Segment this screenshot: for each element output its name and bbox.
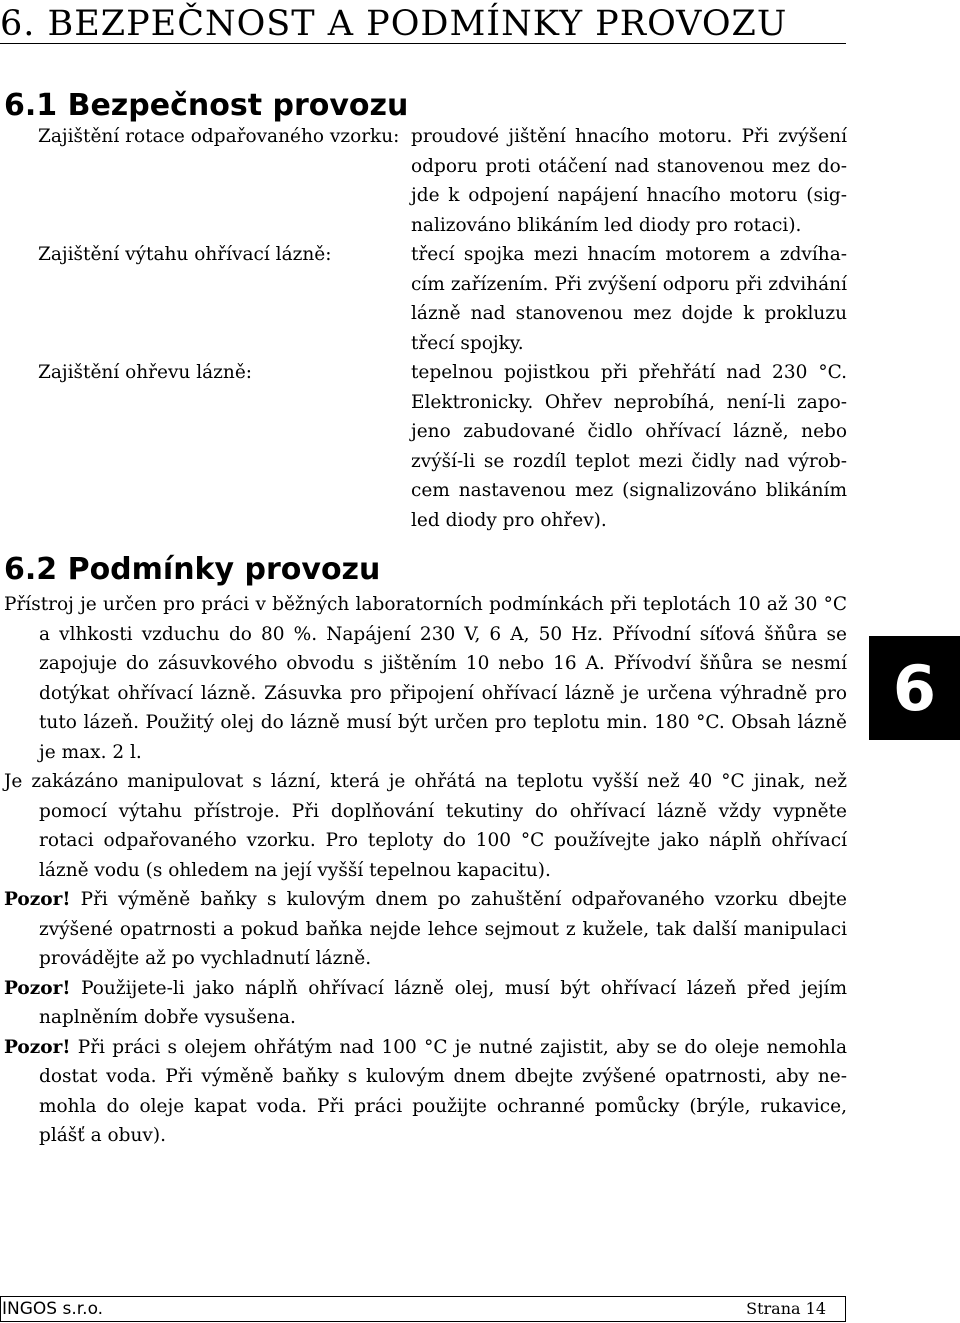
footer-company: INGOS s.r.o. <box>2 1299 104 1319</box>
warning-text: Použijete-li jako náplň ohřívací lázně olej, musí být ohřívací lázeň před jejím naplněním dobře vysušena. <box>39 977 847 1028</box>
warning-paragraph <box>4 885 847 974</box>
footer-border-right <box>845 1297 846 1321</box>
warning-paragraph <box>4 1033 847 1151</box>
definition-body: třecí spojka mezi hnacím motorem a zdvíhacím zařízením. Při zvýšení odporu při zdvihání lázně nad stanovenou mez dojde k prokluzu třecí spojky. <box>411 244 847 354</box>
chapter-title-rule <box>0 43 846 44</box>
page-footer <box>0 1296 846 1322</box>
warning-text: Při výměně baňky s kulovým dnem po zahuštění odpařovaného vzorku dbejte zvýšené opatrnosti a pokud baňka nejde lehce sejmout z kužele, tak další manipulaci provádějte až po vychladnutí lázně. <box>39 889 847 969</box>
warning-label: Pozor! <box>4 1036 71 1058</box>
section-title-operating-conditions: 6.2 Podmínky provozu <box>4 552 381 587</box>
footer-page-number: Strana 14 <box>746 1299 826 1318</box>
warning-label: Pozor! <box>4 889 71 910</box>
chapter-tab-marker: 6 <box>869 636 960 740</box>
chapter-title: 6. BEZPEČNOST A PODMÍNKY PROVOZU <box>0 4 788 44</box>
definition-body: tepelnou pojistkou při přehřátí nad 230 °C. Elektronicky. Ohřev neprobíhá, není-li zapojeno zabudované čidlo ohřívací lázně, nebo zvýší-li se rozdíl teplot mezi čidly nad výrobcem nastavenou mez (signalizováno blikáním led diody pro ohřev). <box>411 362 847 531</box>
definition-label: Zajištění ohřevu lázně: <box>38 362 253 383</box>
paragraph-conditions: Přístroj je určen pro práci v běžných laboratorních podmínkách při teplotách 10 až 30 °C a vlhkosti vzduchu do 80 %. Napájení 230 V, 6 A, 50 Hz. Přívodní síťová šňůra se zapojuje do zásuvkového obvodu s jištěním 10 nebo 16 A. Přívodví šňůra se nesmí dotýkat ohřívací lázně. Zásuvka pro připojení ohřívací lázně je určena výhradně pro tuto lázeň. Použitý olej do lázně musí být určen pro teplotu min. 180 °C. Obsah lázně je max. 2 l. <box>4 594 847 763</box>
section-title-safety: 6.1 Bezpečnost provozu <box>4 88 409 123</box>
footer-border-left <box>0 1297 1 1321</box>
warning-text: Při práci s olejem ohřátým nad 100 °C je nutné zajistit, aby se do oleje nemohla dostat voda. Při výměně baňky s kulovým dnem dbejte zvýšené opatrnosti, aby nemohla do oleje kapat voda. Při práci použijte ochranné pomůcky (brýle, rukavice, plášť a obuv). <box>39 1036 847 1146</box>
warning-label: Pozor! <box>4 977 71 999</box>
definition-body: proudové jištění hnacího motoru. Při zvýšení odporu proti otáčení nad stanovenou mez dojde k odpojení napájení hnacího motoru (signalizováno blikáním led diody pro rotaci). <box>411 126 847 236</box>
warning-paragraph <box>4 974 847 1033</box>
definition-label: Zajištění rotace odpařovaného vzorku: <box>38 126 400 147</box>
paragraph-prohibition: Je zakázáno manipulovat s lázní, která je ohřátá na teplotu vyšší než 40 °C jinak, než pomocí výtahu přístroje. Při doplňování tekutiny do ohřívací lázně vždy vypněte rotaci odpařovaného vzorku. Pro teploty do 100 °C používejte jako náplň ohřívací lázně vodu (s ohledem na její vyšší tepelnou kapacitu). <box>4 771 847 881</box>
definition-label: Zajištění výtahu ohřívací lázně: <box>38 244 332 265</box>
operating-conditions-body <box>4 590 847 1151</box>
